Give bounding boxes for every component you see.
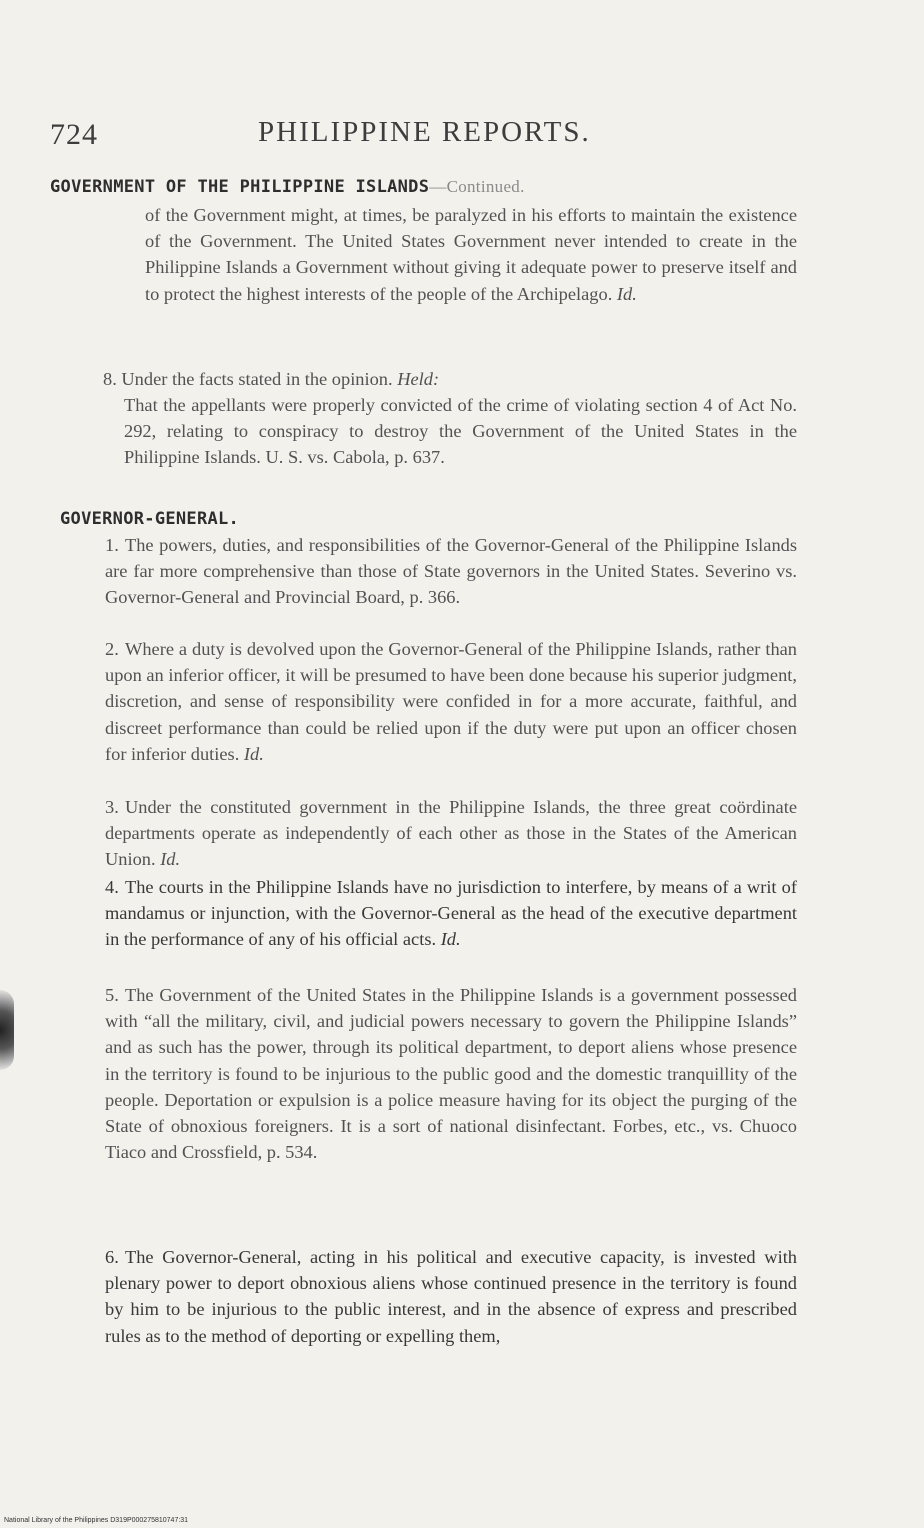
list-item xyxy=(105,794,797,873)
section-heading-government xyxy=(50,177,525,197)
item-text: The Government of the United States in the Philippine Islands is a government possessed with “all the military, civil, and judicial powers necessary to govern the Philippine Islands” and as such has the power, through its political department, to deport aliens whose presence in the territory is found to be injurious to the public good and the domestic tranquillity of the people. Deportation or expulsion is a police measure having for its object the purging of the State of obnoxious foreigners. It is a sort of national disinfectant. Forbes, etc., vs. Chuoco Tiaco and Crossfield, p. 534. xyxy=(105,985,797,1163)
list-item xyxy=(105,982,797,1165)
item-body xyxy=(105,532,797,611)
continuation-cite: Id. xyxy=(616,283,637,304)
continuation-paragraph xyxy=(145,202,797,307)
item-body xyxy=(105,794,797,873)
item-8-holding-block xyxy=(124,392,797,471)
list-item xyxy=(105,874,797,953)
heading-text: GOVERNMENT OF THE PHILIPPINE ISLANDS xyxy=(50,177,430,197)
list-item xyxy=(105,1244,797,1349)
item-label: 4. xyxy=(105,877,119,897)
list-item xyxy=(105,532,797,611)
continued-label: —Continued. xyxy=(429,177,525,196)
item-label: 2. xyxy=(105,639,119,659)
item-text: The courts in the Philippine Islands have no jurisdiction to interfere, by means of a writ of mandamus or injunction, with the Governor-General as the head of the executive department in the performance of any of his official acts. xyxy=(105,877,797,950)
item-8-held: Held: xyxy=(397,369,440,389)
item-8-label: 8. xyxy=(103,369,117,389)
item-label: 5. xyxy=(105,985,119,1005)
section-heading-governor-general: GOVERNOR-GENERAL. xyxy=(60,509,240,529)
list-item xyxy=(105,636,797,767)
item-text: Under the constituted government in the Philippine Islands, the three great coördinate departments operate as independently of each other as those in the States of the American Union. xyxy=(105,797,797,870)
continuation-text: of the Government might, at times, be paralyzed in his efforts to maintain the existence of the Government. The United States Government never intended to create in the Philippine Islands a Government without giving it adequate power to preserve itself and to protect the highest interests of the people of the Archipelago. xyxy=(145,205,797,304)
item-cite: Id. xyxy=(440,929,461,950)
scan-footer: National Library of the Philippines D319P000275810747:31 xyxy=(4,1517,189,1524)
item-label: 6. xyxy=(105,1247,119,1267)
item-body xyxy=(105,636,797,767)
item-text: The Governor-General, acting in his political and executive capacity, is invested with plenary power to deport obnoxious aliens whose continued presence in the territory is found by him to be injurious to the public interest, and in the absence of express and prescribed rules as to the method of deporting or expelling them, xyxy=(105,1247,797,1346)
item-cite: Id. xyxy=(243,743,264,764)
item-text: Where a duty is devolved upon the Governor-General of the Philippine Islands, rather than upon an inferior officer, it will be presumed to have been done because his superior judgment, discretion, and sense of responsibility were confided in for a more accurate, faithful, and discreet performance than could be relied upon if the duty were put upon an officer chosen for inferior duties. xyxy=(105,639,797,764)
item-8-holding: That the appellants were properly convicted of the crime of violating section 4 of Act No. 292, relating to conspiracy to destroy the Government of the United States in the Philippine Islands. U. S. vs. Cabola, p. 637. xyxy=(124,395,797,468)
page-number: 724 xyxy=(50,118,98,151)
binding-ring-shadow xyxy=(0,990,14,1070)
item-label: 3. xyxy=(105,797,119,817)
item-body xyxy=(105,1244,797,1349)
item-body xyxy=(105,982,797,1165)
item-8-text: Under the facts stated in the opinion. xyxy=(121,369,393,389)
item-body xyxy=(105,874,797,953)
item-8 xyxy=(103,366,797,392)
item-text: The powers, duties, and responsibilities of the Governor-General of the Philippine Islands are far more comprehensive than those of State governors in the United States. Severino vs. Governor-General and Provincial Board, p. 366. xyxy=(105,535,797,608)
item-label: 1. xyxy=(105,535,119,555)
item-cite: Id. xyxy=(160,849,181,870)
running-title: PHILIPPINE REPORTS. xyxy=(258,116,591,148)
